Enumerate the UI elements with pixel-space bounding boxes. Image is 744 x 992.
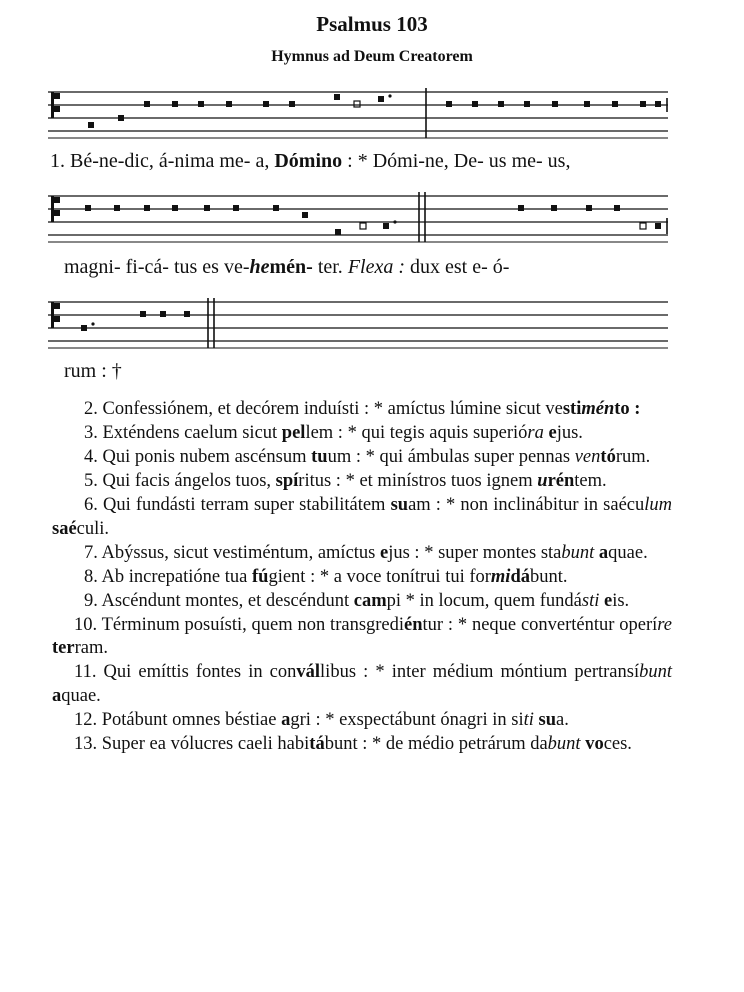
psalm-verse: 7. Abýssus, sicut vestiméntum, amíctus ejus : * super montes stabunt aquae. [52,542,672,566]
psalm-verse: 8. Ab increpatióne tua fúgient : * a voce tonítrui tui formidábunt. [52,566,672,590]
verse-number: 12. [74,709,98,730]
psalm-verse: 12. Potábunt omnes béstiae agri : * exspectábunt ónagri in siti sua. [52,709,672,733]
verse-number: 7. [84,542,98,563]
chant-staff-3 [48,296,678,350]
chant-staff-2 [48,190,678,244]
chant-lyric-line-3: rum : † [64,360,122,382]
page-subtitle: Hymnus ad Deum Creatorem [271,48,473,65]
psalm-verse: 5. Qui facis ángelos tuos, spíritus : * et minístros tuos ignem uréntem. [52,470,672,494]
psalm-verse: 2. Confessiónem, et decórem induísti : * amíctus lúmine sicut vestiménto : [52,398,672,422]
psalm-verse: 3. Exténdens caelum sicut pellem : * qui tegis aquis superióra ejus. [52,422,672,446]
neume [88,122,94,128]
psalm-verse: 10. Términum posuísti, quem non transgrediéntur : * neque converténtur operíre terram. [52,614,672,658]
verse-number: 1. [50,150,70,172]
verse-number: 6. [84,495,98,515]
chant-lyric-line-2: magni- fi-cá- tus es ve-hemén- ter. Flexa : dux est e- ó- [64,256,510,278]
verse-number: 10. [74,614,98,635]
verse-number: 9. [84,590,98,611]
page-title: Psalmus 103 [316,12,428,36]
verse-number: 8. [84,566,98,587]
verse-number: 11. [74,662,97,682]
neume [118,115,124,121]
psalm-verse: 13. Super ea vólucres caeli habitábunt : * de médio petrárum dabunt voces. [52,733,672,757]
verse-number: 3. [84,423,98,443]
psalm-verse: 9. Ascéndunt montes, et descéndunt campi * in locum, quem fundásti eis. [52,590,672,614]
staff-3-svg [48,296,678,350]
verse-number: 5. [84,471,98,491]
psalm-verses [52,398,672,757]
chant-lyric-line-1: 1. Bé-ne-dic, á-nima me- a, Dómino : * Dómi-ne, De- us me- us, [50,150,571,172]
psalm-verse: 4. Qui ponis nubem ascénsum tuum : * qui ámbulas super pennas ventórum. [52,446,672,470]
chant-staff-1 [48,86,678,140]
psalm-verse: 11. Qui emíttis fontes in convállibus : * inter médium móntium pertransíbunt aquae. [52,662,672,706]
staff-1-svg [48,86,678,140]
psalm-verse: 6. Qui fundásti terram super stabilitátem suam : * non inclinábitur in saéculum saéculi. [52,495,673,539]
staff-2-svg [48,190,678,244]
verse-number: 2. [84,399,98,419]
verse-number: 13. [74,733,98,754]
verse-number: 4. [84,447,98,467]
